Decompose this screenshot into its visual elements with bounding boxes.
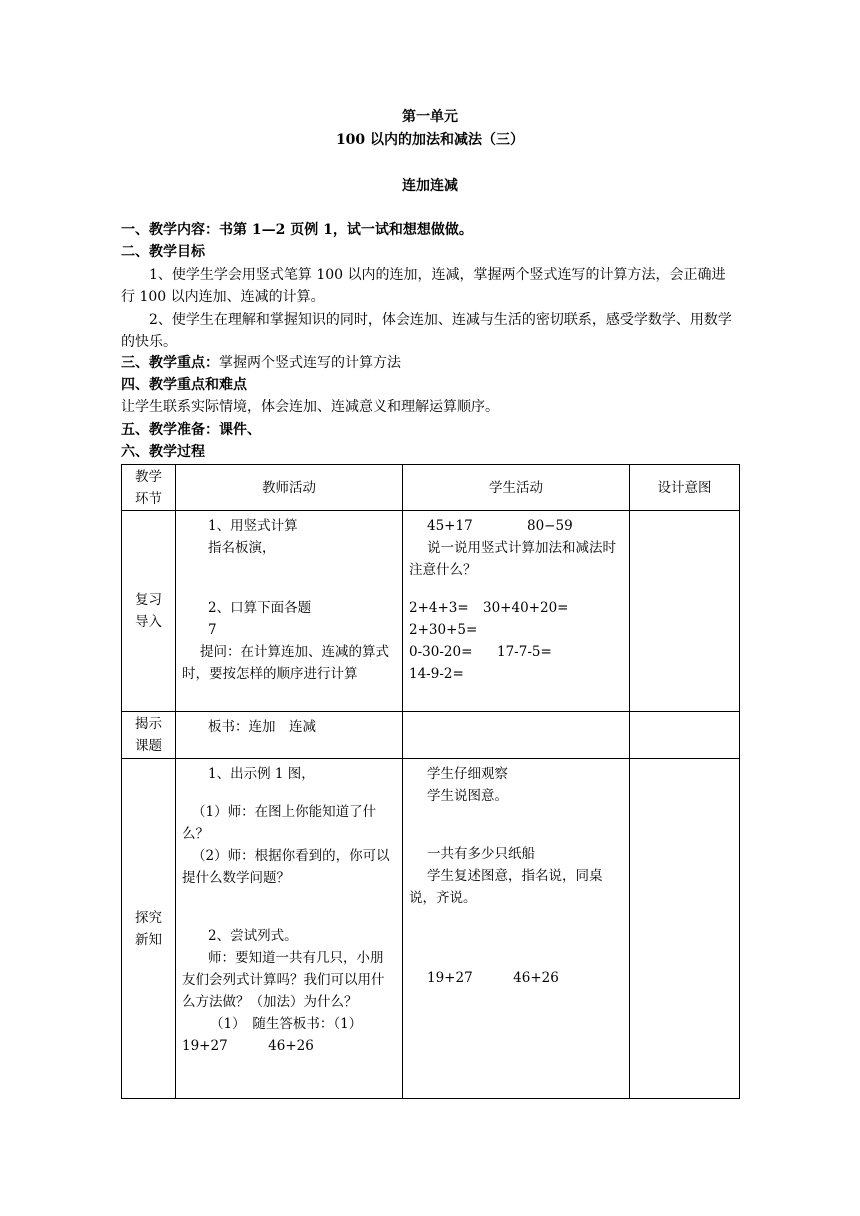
explore-teacher-3: （2）师：根据你看到的，你可以提什么数学问题？ <box>182 848 390 886</box>
explore-teacher-7: 19+27 46+26 <box>182 1038 314 1054</box>
explore-student-cell <box>403 759 630 1099</box>
explore-student-1: 学生仔细观察 <box>427 766 508 782</box>
review-oral-row-3: 0-30-20= 17-7-5= <box>409 644 552 660</box>
review-teacher-4: 7 <box>208 622 217 638</box>
table-row-reveal <box>122 712 740 759</box>
goal-2-text: 2、使学生在理解和掌握知识的同时，体会连加、连减与生活的密切联系，感受学数学、用数学的快乐。 <box>121 312 732 350</box>
section-difficulty-heading: 四、教学重点和难点 <box>121 377 247 393</box>
section-key <box>121 353 741 373</box>
header-teacher: 教师活动 <box>176 465 403 511</box>
section-process-heading: 六、教学过程 <box>121 444 205 460</box>
review-oral-row-2: 2+30+5= <box>409 622 478 638</box>
content-text: 书第 1—2 页例 1，试一试和想想做做。 <box>219 222 473 238</box>
review-oral-row-1: 2+4+3= 30+40+20= <box>409 600 569 616</box>
lesson-title: 连加连减 <box>402 178 458 194</box>
explore-teacher-5: 师：要知道一共有几只，小朋友们会列式计算吗？我们可以用什么方法做？（加法）为什么？ <box>182 950 385 1010</box>
review-teacher-cell <box>176 511 403 712</box>
explore-student-2: 学生说图意。 <box>427 788 508 804</box>
unit-title: 第一单元 <box>402 109 458 125</box>
goal-2 <box>121 309 737 353</box>
review-student-question: 说一说用竖式计算加法和减法时注意什么？ <box>409 540 616 578</box>
review-student-cell <box>403 511 630 712</box>
stage-reveal: 揭示课题 <box>122 712 176 759</box>
review-teacher-2: 指名板演， <box>208 540 276 556</box>
difficulty-text: 让学生联系实际情境，体会连加、连减意义和理解运算顺序。 <box>121 399 499 415</box>
key-text: 掌握两个竖式连写的计算方法 <box>219 355 401 371</box>
table-row-review <box>122 511 740 712</box>
chapter-title: 100 以内的加法和减法（三） <box>335 132 525 148</box>
key-label: 三、教学重点： <box>121 355 219 371</box>
stage-explore: 探究新知 <box>122 759 176 1099</box>
review-intent-cell <box>630 511 740 712</box>
goal-1 <box>121 264 737 308</box>
teaching-process-table <box>121 464 740 1099</box>
review-teacher-5: 提问：在计算连加、连减的算式时，要按怎样的顺序进行计算 <box>182 644 389 682</box>
explore-teacher-6: （1） 随生答板书：（1） <box>210 1016 363 1032</box>
explore-student-5: 19+27 46+26 <box>427 970 559 986</box>
explore-teacher-cell <box>176 759 403 1099</box>
header-stage: 教学环节 <box>122 465 176 511</box>
section-content <box>121 220 741 240</box>
header-student: 学生活动 <box>403 465 630 511</box>
review-oral-row-4: 14-9-2= <box>409 666 464 682</box>
explore-teacher-4: 2、尝试列式。 <box>208 928 298 944</box>
explore-teacher-1: 1、出示例 1 图， <box>208 766 315 782</box>
goal-1-text: 1、使学生学会用竖式笔算 100 以内的连加，连减，掌握两个竖式连写的计算方法，会正确进行 100 以内连加、连减的计算。 <box>121 267 726 305</box>
header-intent: 设计意图 <box>630 465 740 511</box>
reveal-student-cell <box>403 712 630 759</box>
review-teacher-1: 1、用竖式计算 <box>208 518 298 534</box>
table-header-row <box>122 465 740 511</box>
explore-teacher-2: （1）师：在图上你能知道了什么？ <box>182 804 377 842</box>
explore-intent-cell <box>630 759 740 1099</box>
section-goals-heading: 二、教学目标 <box>121 244 205 260</box>
review-student-pair: 45+17 80−59 <box>427 518 573 534</box>
review-teacher-3: 2、口算下面各题 <box>208 600 312 616</box>
reveal-teacher-cell <box>176 712 403 759</box>
content-label: 一、教学内容： <box>121 222 219 238</box>
table-row-explore <box>122 759 740 1099</box>
stage-review: 复习导入 <box>122 511 176 712</box>
reveal-teacher-text: 板书：连加 连减 <box>208 719 316 735</box>
explore-student-4: 学生复述图意，指名说，同桌说，齐说。 <box>409 868 603 906</box>
section-prep: 五、教学准备：课件、 <box>121 422 261 438</box>
reveal-intent-cell <box>630 712 740 759</box>
explore-student-3: 一共有多少只纸船 <box>427 846 535 862</box>
